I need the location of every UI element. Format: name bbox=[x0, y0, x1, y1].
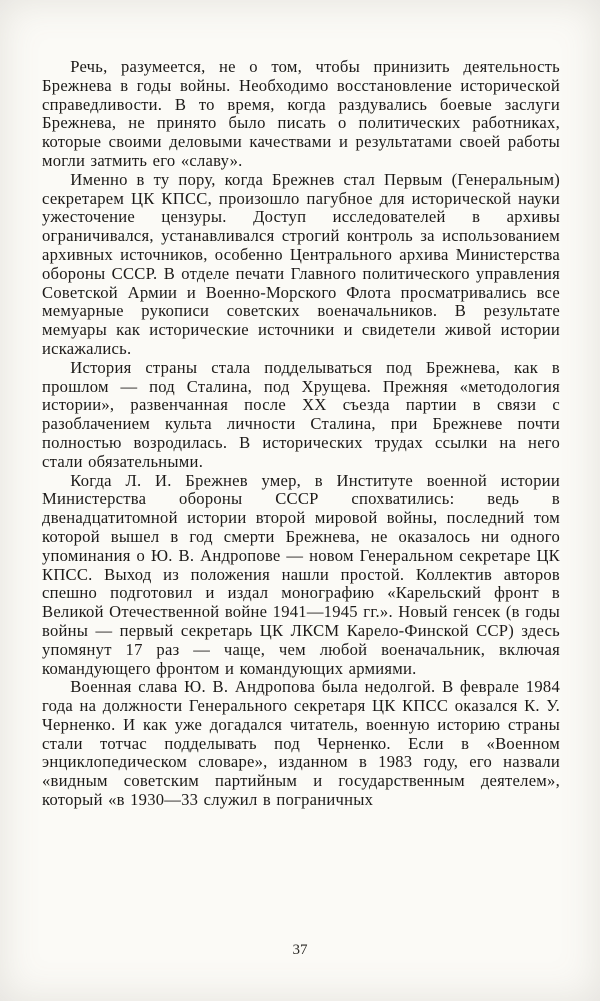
paragraph: Речь, разумеется, не о том, чтобы принизить деятельность Брежнева в годы войны. Необходимо восстановление исторической справедливости. В то время, когда раздувались боевые заслуги Брежнева, не принято было писать о политических работниках, которые своими деловыми качествами и результатами своей работы могли затмить его «славу». bbox=[42, 57, 560, 170]
page-text-block bbox=[42, 58, 560, 810]
paragraph: Военная слава Ю. В. Андропова была недолгой. В феврале 1984 года на должности Генерального секретаря ЦК КПСС оказался К. У. Черненко. И как уже догадался читатель, военную историю страны стали тотчас подделывать под Черненко. Если в «Военном энциклопедическом словаре», изданном в 1983 году, его назвали «видным советским партийным и государственным деятелем», который «в 1930—33 служил в пограничных bbox=[42, 677, 560, 810]
page-number: 37 bbox=[292, 942, 308, 958]
paragraph: Когда Л. И. Брежнев умер, в Институте военной истории Министерства обороны СССР спохватились: ведь в двенадцатитомной истории второй мировой войны, последний том которой вышел в год смерти Брежнева, не оказалось ни одного упоминания о Ю. В. Андропове — новом Генеральном секретаре ЦК КПСС. Выход из положения нашли простой. Коллектив авторов спешно подготовил и издал монографию «Карельский фронт в Великой Отечественной войне 1941—1945 гг.». Новый генсек (в годы войны — первый секретарь ЦК ЛКСМ Карело-Финской ССР) здесь упомянут 17 раз — чаще, чем любой военачальник, включая командующего фронтом и командующих армиями. bbox=[42, 470, 560, 678]
paragraph: Именно в ту пору, когда Брежнев стал Первым (Генеральным) секретарем ЦК КПСС, произошло пагубное для исторической науки ужесточение цензуры. Доступ исследователей в архивы ограничивался, устанавливался строгий контроль за использованием архивных источников, особенно Центрального архива Министерства обороны СССР. В отделе печати Главного политического управления Советской Армии и Военно-Морского Флота просматривались все мемуарные рукописи советских военачальников. В результате мемуары как исторические источники и свидетели живой истории искажались. bbox=[42, 169, 560, 358]
paragraph: История страны стала подделываться под Брежнева, как в прошлом — под Сталина, под Хрущева. Прежняя «методология истории», развенчанная после XX съезда партии в связи с разоблачением культа личности Сталина, при Брежневе почти полностью возродилась. В исторических трудах ссылки на него стали обязательными. bbox=[42, 357, 560, 471]
